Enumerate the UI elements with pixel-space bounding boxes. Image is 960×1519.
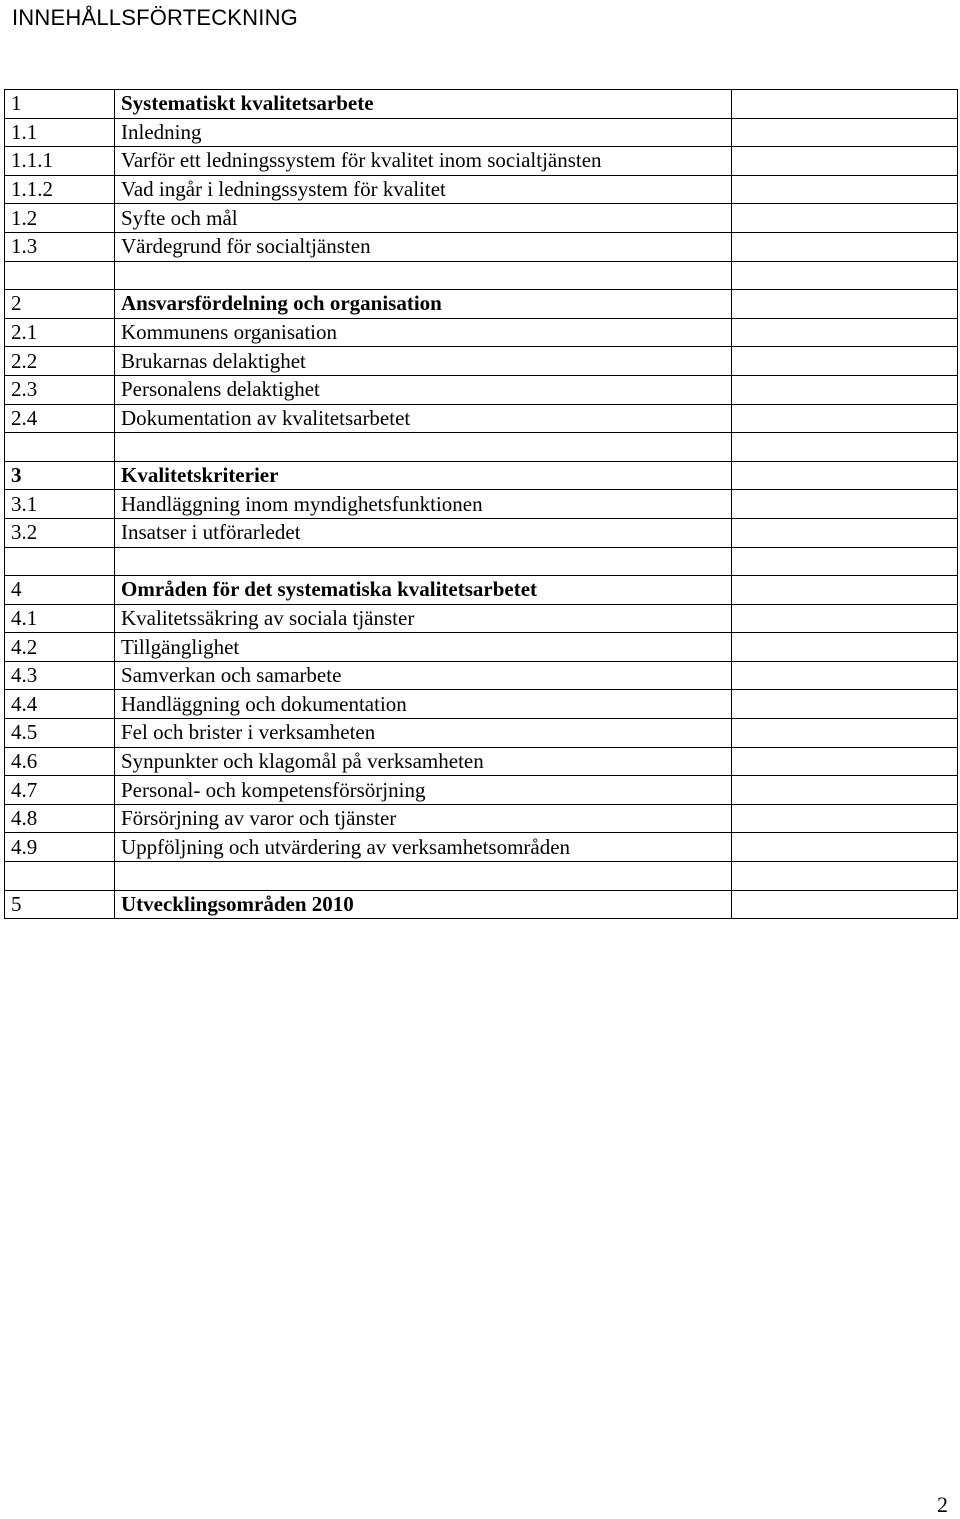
toc-section-number: 2 bbox=[5, 290, 115, 319]
toc-section-title: Synpunkter och klagomål på verksamheten bbox=[115, 747, 732, 776]
toc-row bbox=[5, 118, 958, 147]
toc-row bbox=[5, 890, 958, 919]
toc-section-number: 1.1.1 bbox=[5, 147, 115, 176]
toc-page-cell bbox=[732, 719, 958, 748]
toc-section-title: Kommunens organisation bbox=[115, 318, 732, 347]
toc-section-title: Handläggning och dokumentation bbox=[115, 690, 732, 719]
toc-row bbox=[5, 604, 958, 633]
toc-row bbox=[5, 776, 958, 805]
toc-page-cell bbox=[732, 175, 958, 204]
toc-section-number bbox=[5, 862, 115, 891]
toc-page-cell bbox=[732, 547, 958, 576]
toc-section-number bbox=[5, 547, 115, 576]
toc-page-cell bbox=[732, 604, 958, 633]
toc-section-number: 5 bbox=[5, 890, 115, 919]
toc-section-title: Utvecklingsområden 2010 bbox=[115, 890, 732, 919]
toc-section-title: Försörjning av varor och tjänster bbox=[115, 804, 732, 833]
toc-section-title: Tillgänglighet bbox=[115, 633, 732, 662]
toc-row bbox=[5, 518, 958, 547]
toc-row bbox=[5, 804, 958, 833]
toc-section-title: Brukarnas delaktighet bbox=[115, 347, 732, 376]
toc-section-number: 4.4 bbox=[5, 690, 115, 719]
page-number: 2 bbox=[937, 1492, 948, 1517]
toc-page-cell bbox=[732, 461, 958, 490]
toc-row bbox=[5, 175, 958, 204]
toc-section-title: Insatser i utförarledet bbox=[115, 518, 732, 547]
toc-section-title: Vad ingår i ledningssystem för kvalitet bbox=[115, 175, 732, 204]
toc-page-cell bbox=[732, 232, 958, 261]
toc-row bbox=[5, 147, 958, 176]
toc-row bbox=[5, 633, 958, 662]
toc-section-number: 4.6 bbox=[5, 747, 115, 776]
toc-section-title: Ansvarsfördelning och organisation bbox=[115, 290, 732, 319]
toc-section-number: 1.3 bbox=[5, 232, 115, 261]
toc-page-cell bbox=[732, 776, 958, 805]
toc-section-number: 1 bbox=[5, 90, 115, 119]
toc-section-title: Kvalitetssäkring av sociala tjänster bbox=[115, 604, 732, 633]
toc-page-cell bbox=[732, 375, 958, 404]
toc-page-cell bbox=[732, 404, 958, 433]
toc-section-number bbox=[5, 261, 115, 290]
toc-page-cell bbox=[732, 261, 958, 290]
toc-section-title: Systematiskt kvalitetsarbete bbox=[115, 90, 732, 119]
toc-section-title: Inledning bbox=[115, 118, 732, 147]
toc-section-number: 4.8 bbox=[5, 804, 115, 833]
table-of-contents bbox=[4, 89, 958, 919]
toc-section-title bbox=[115, 862, 732, 891]
toc-section-number: 3.1 bbox=[5, 490, 115, 519]
toc-section-number: 2.4 bbox=[5, 404, 115, 433]
toc-page-cell bbox=[732, 290, 958, 319]
toc-section-number: 4.9 bbox=[5, 833, 115, 862]
toc-section-number: 2.2 bbox=[5, 347, 115, 376]
toc-section-title bbox=[115, 261, 732, 290]
toc-row bbox=[5, 490, 958, 519]
toc-section-number bbox=[5, 433, 115, 462]
toc-page-cell bbox=[732, 690, 958, 719]
toc-section-number: 1.1.2 bbox=[5, 175, 115, 204]
toc-page-cell bbox=[732, 90, 958, 119]
toc-section-number: 4 bbox=[5, 576, 115, 605]
toc-section-title: Personal- och kompetensförsörjning bbox=[115, 776, 732, 805]
toc-page-cell bbox=[732, 747, 958, 776]
toc-section-title: Dokumentation av kvalitetsarbetet bbox=[115, 404, 732, 433]
toc-section-number: 4.5 bbox=[5, 719, 115, 748]
toc-row bbox=[5, 833, 958, 862]
toc-row bbox=[5, 747, 958, 776]
toc-page-cell bbox=[732, 576, 958, 605]
toc-body bbox=[5, 90, 958, 919]
toc-page-cell bbox=[732, 318, 958, 347]
toc-spacer-row bbox=[5, 862, 958, 891]
toc-spacer-row bbox=[5, 433, 958, 462]
toc-page-cell bbox=[732, 661, 958, 690]
toc-page-cell bbox=[732, 490, 958, 519]
toc-section-title: Syfte och mål bbox=[115, 204, 732, 233]
toc-section-number: 2.1 bbox=[5, 318, 115, 347]
toc-section-number: 1.1 bbox=[5, 118, 115, 147]
toc-section-number: 4.2 bbox=[5, 633, 115, 662]
toc-row bbox=[5, 719, 958, 748]
toc-section-number: 2.3 bbox=[5, 375, 115, 404]
toc-row bbox=[5, 576, 958, 605]
toc-page-cell bbox=[732, 204, 958, 233]
toc-section-title: Samverkan och samarbete bbox=[115, 661, 732, 690]
toc-page-cell bbox=[732, 890, 958, 919]
toc-section-title: Personalens delaktighet bbox=[115, 375, 732, 404]
toc-section-title bbox=[115, 433, 732, 462]
toc-spacer-row bbox=[5, 261, 958, 290]
toc-section-number: 4.3 bbox=[5, 661, 115, 690]
toc-page-cell bbox=[732, 147, 958, 176]
toc-row bbox=[5, 461, 958, 490]
toc-row bbox=[5, 404, 958, 433]
toc-section-number: 3.2 bbox=[5, 518, 115, 547]
toc-section-title: Värdegrund för socialtjänsten bbox=[115, 232, 732, 261]
toc-section-number: 4.7 bbox=[5, 776, 115, 805]
toc-section-number: 3 bbox=[5, 461, 115, 490]
toc-page-cell bbox=[732, 347, 958, 376]
toc-section-number: 1.2 bbox=[5, 204, 115, 233]
toc-section-title: Uppföljning och utvärdering av verksamhetsområden bbox=[115, 833, 732, 862]
toc-row bbox=[5, 318, 958, 347]
toc-page-cell bbox=[732, 804, 958, 833]
toc-section-title: Områden för det systematiska kvalitetsarbetet bbox=[115, 576, 732, 605]
toc-section-title: Kvalitetskriterier bbox=[115, 461, 732, 490]
toc-section-title: Varför ett ledningssystem för kvalitet inom socialtjänsten bbox=[115, 147, 732, 176]
toc-page-cell bbox=[732, 118, 958, 147]
toc-row bbox=[5, 232, 958, 261]
toc-page-cell bbox=[732, 433, 958, 462]
toc-row bbox=[5, 347, 958, 376]
toc-row bbox=[5, 375, 958, 404]
toc-spacer-row bbox=[5, 547, 958, 576]
toc-page-cell bbox=[732, 633, 958, 662]
toc-row bbox=[5, 690, 958, 719]
toc-section-title: Fel och brister i verksamheten bbox=[115, 719, 732, 748]
toc-page-cell bbox=[732, 518, 958, 547]
toc-page-cell bbox=[732, 833, 958, 862]
toc-section-title: Handläggning inom myndighetsfunktionen bbox=[115, 490, 732, 519]
toc-section-title bbox=[115, 547, 732, 576]
toc-row bbox=[5, 290, 958, 319]
toc-page-cell bbox=[732, 862, 958, 891]
page-title: INNEHÅLLSFÖRTECKNING bbox=[12, 5, 298, 30]
toc-section-number: 4.1 bbox=[5, 604, 115, 633]
toc-row bbox=[5, 90, 958, 119]
toc-row bbox=[5, 204, 958, 233]
toc-row bbox=[5, 661, 958, 690]
